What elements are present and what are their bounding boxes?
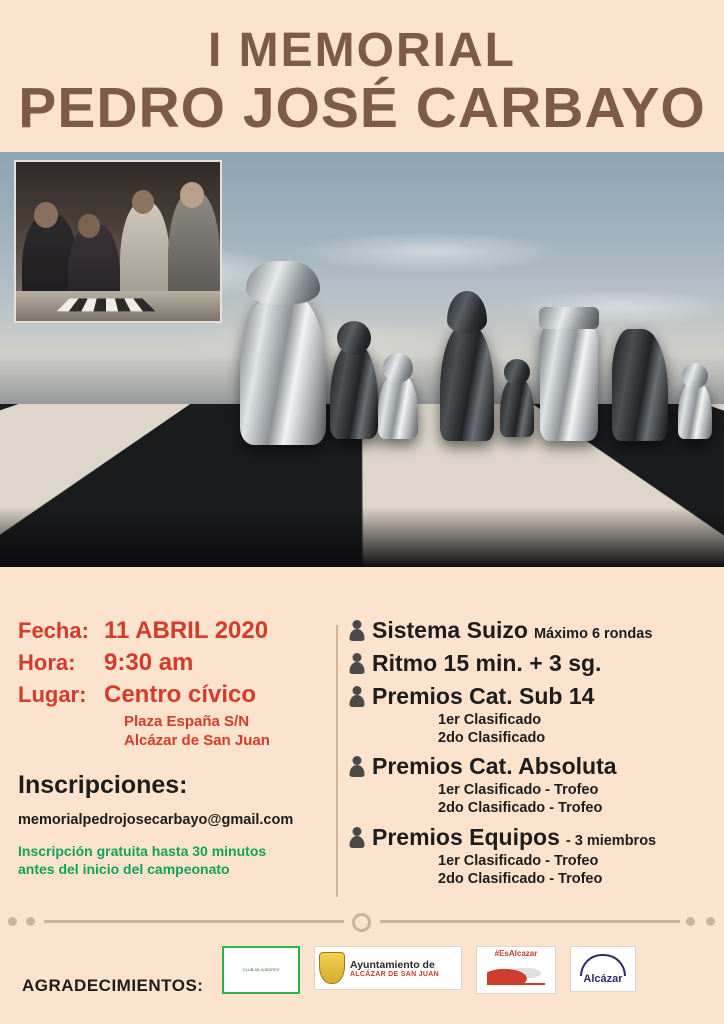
- chess-piece-bishop-dark-2: [440, 323, 494, 441]
- chess-piece-king: [240, 295, 326, 445]
- tournament-item-head: [348, 824, 718, 851]
- esalcazar-logo-text: #EsAlcazar: [494, 949, 538, 958]
- address-line-2: Alcázar de San Juan: [124, 731, 270, 749]
- tournament-item-title: Sistema Suizo: [372, 617, 528, 643]
- prize-line: 1er Clasificado - Trofeo: [438, 782, 599, 799]
- prize-line: 2do Clasificado: [438, 730, 546, 747]
- ayuntamiento-logo: [314, 946, 462, 990]
- prize-line: 1er Clasificado: [438, 712, 542, 728]
- vertical-divider: [336, 625, 338, 897]
- alcazar-logo: [570, 946, 636, 992]
- ayuntamiento-line-1: Ayuntamiento de: [350, 958, 435, 971]
- club-ajedrez-logo: [222, 946, 300, 994]
- hero-image: [0, 152, 724, 567]
- chess-piece-pawn-2: [678, 381, 712, 439]
- chess-piece-bishop-head: [337, 321, 371, 355]
- tournament-item: [348, 824, 718, 888]
- tournament-item-title: Premios Equipos: [372, 823, 560, 850]
- chess-piece-rook-top: [539, 307, 599, 329]
- place-value: Centro cívico: [104, 681, 257, 708]
- poster-footer: [0, 934, 724, 1024]
- free-registration-note: [18, 842, 330, 880]
- tournament-details: [348, 617, 718, 894]
- ayuntamiento-line-2: ALCÁZAR DE SAN JUAN: [350, 970, 439, 978]
- chess-piece-pawn-dark: [500, 377, 534, 437]
- title-line-1: I MEMORIAL: [208, 24, 516, 77]
- tournament-item-title: Ritmo 15 min. + 3 sg.: [372, 650, 602, 676]
- chess-piece-crown: [246, 261, 320, 305]
- pawn-icon: [348, 653, 365, 674]
- memorial-photo: [14, 160, 222, 323]
- free-note-line-1: Inscripción gratuita hasta 30 minutos: [18, 842, 267, 859]
- date-value: 11 ABRIL 2020: [104, 617, 269, 644]
- separator-dot: [706, 917, 715, 926]
- prize-line: 2do Clasificado - Trofeo: [438, 800, 603, 817]
- chess-piece-rook: [540, 323, 598, 441]
- tournament-item: [348, 650, 718, 677]
- prize-line: 2do Clasificado - Trofeo: [438, 870, 603, 887]
- chess-piece-bishop-head-2: [447, 291, 487, 333]
- tournament-item-subtitle: Máximo 6 rondas: [533, 626, 653, 642]
- chess-piece-pawn-head-dark: [504, 359, 530, 385]
- address: [124, 713, 330, 751]
- decorative-separator: [0, 913, 724, 931]
- title-line-2: PEDRO JOSÉ CARBAYO: [18, 76, 706, 141]
- event-details: [18, 617, 330, 879]
- free-note-line-2: antes del inicio del campeonato: [18, 861, 230, 878]
- separator-line-left: [44, 920, 344, 923]
- tournament-item-subtitle: - 3 miembros: [565, 832, 657, 849]
- pawn-icon: [348, 756, 365, 777]
- registration-email[interactable]: memorialpedrojosecarbayo@gmail.com: [18, 811, 294, 828]
- tournament-item: [348, 753, 718, 817]
- place-label: Lugar:: [18, 682, 87, 707]
- date-row: [18, 617, 330, 645]
- tournament-item-head: [348, 683, 718, 710]
- photo-head-2: [78, 214, 100, 238]
- chess-piece-pawn-head-2: [682, 363, 708, 389]
- separator-dot: [686, 917, 695, 926]
- tournament-item: [348, 683, 718, 747]
- tournament-item-lines: [438, 781, 718, 817]
- separator-line-right: [380, 920, 680, 923]
- time-value: 9:30 am: [104, 649, 194, 676]
- photo-head-1: [34, 202, 58, 228]
- club-ajedrez-logo-text: CLUB DE AJEDREZ: [242, 966, 280, 972]
- tournament-item-title: Premios Cat. Sub 14: [372, 683, 595, 709]
- poster-header: [0, 0, 724, 140]
- separator-dot: [8, 917, 17, 926]
- sponsor-logos: [222, 946, 636, 994]
- address-line-1: Plaza España S/N: [124, 713, 250, 730]
- tournament-item-lines: [438, 711, 718, 747]
- coat-of-arms-icon: [319, 952, 345, 984]
- registration-title: Inscripciones:: [18, 770, 188, 799]
- time-row: [18, 649, 330, 677]
- tournament-item-head: [348, 617, 718, 644]
- tournament-item-head: [348, 650, 718, 677]
- tournament-item: [348, 617, 718, 644]
- chess-piece-pawn-1: [378, 373, 418, 439]
- tournament-item-head: [348, 753, 718, 780]
- photo-head-3: [132, 190, 154, 214]
- tournament-item-lines: [438, 852, 718, 888]
- time-label: Hora:: [18, 650, 76, 675]
- separator-dot: [26, 917, 35, 926]
- ayuntamiento-logo-text: [350, 959, 439, 978]
- chess-piece-knight: [612, 329, 668, 441]
- place-row: [18, 681, 330, 709]
- date-label: Fecha:: [18, 618, 89, 643]
- separator-ring: [352, 913, 371, 932]
- alcazar-logo-text: Alcázar: [583, 972, 623, 985]
- pawn-icon: [348, 827, 365, 848]
- pawn-icon: [348, 686, 365, 707]
- pawn-icon: [348, 620, 365, 641]
- thanks-label: AGRADECIMIENTOS:: [22, 976, 204, 995]
- chess-piece-pawn-head-1: [383, 353, 413, 383]
- info-section: [0, 617, 724, 907]
- esalcazar-logo: [476, 946, 556, 994]
- esalcazar-swoosh-icon: [487, 961, 545, 985]
- chess-piece-bishop-dark: [330, 343, 378, 439]
- photo-chessboard: [57, 298, 156, 311]
- photo-head-4: [180, 182, 204, 208]
- prize-line: 1er Clasificado - Trofeo: [438, 852, 599, 869]
- tournament-item-title: Premios Cat. Absoluta: [372, 753, 617, 780]
